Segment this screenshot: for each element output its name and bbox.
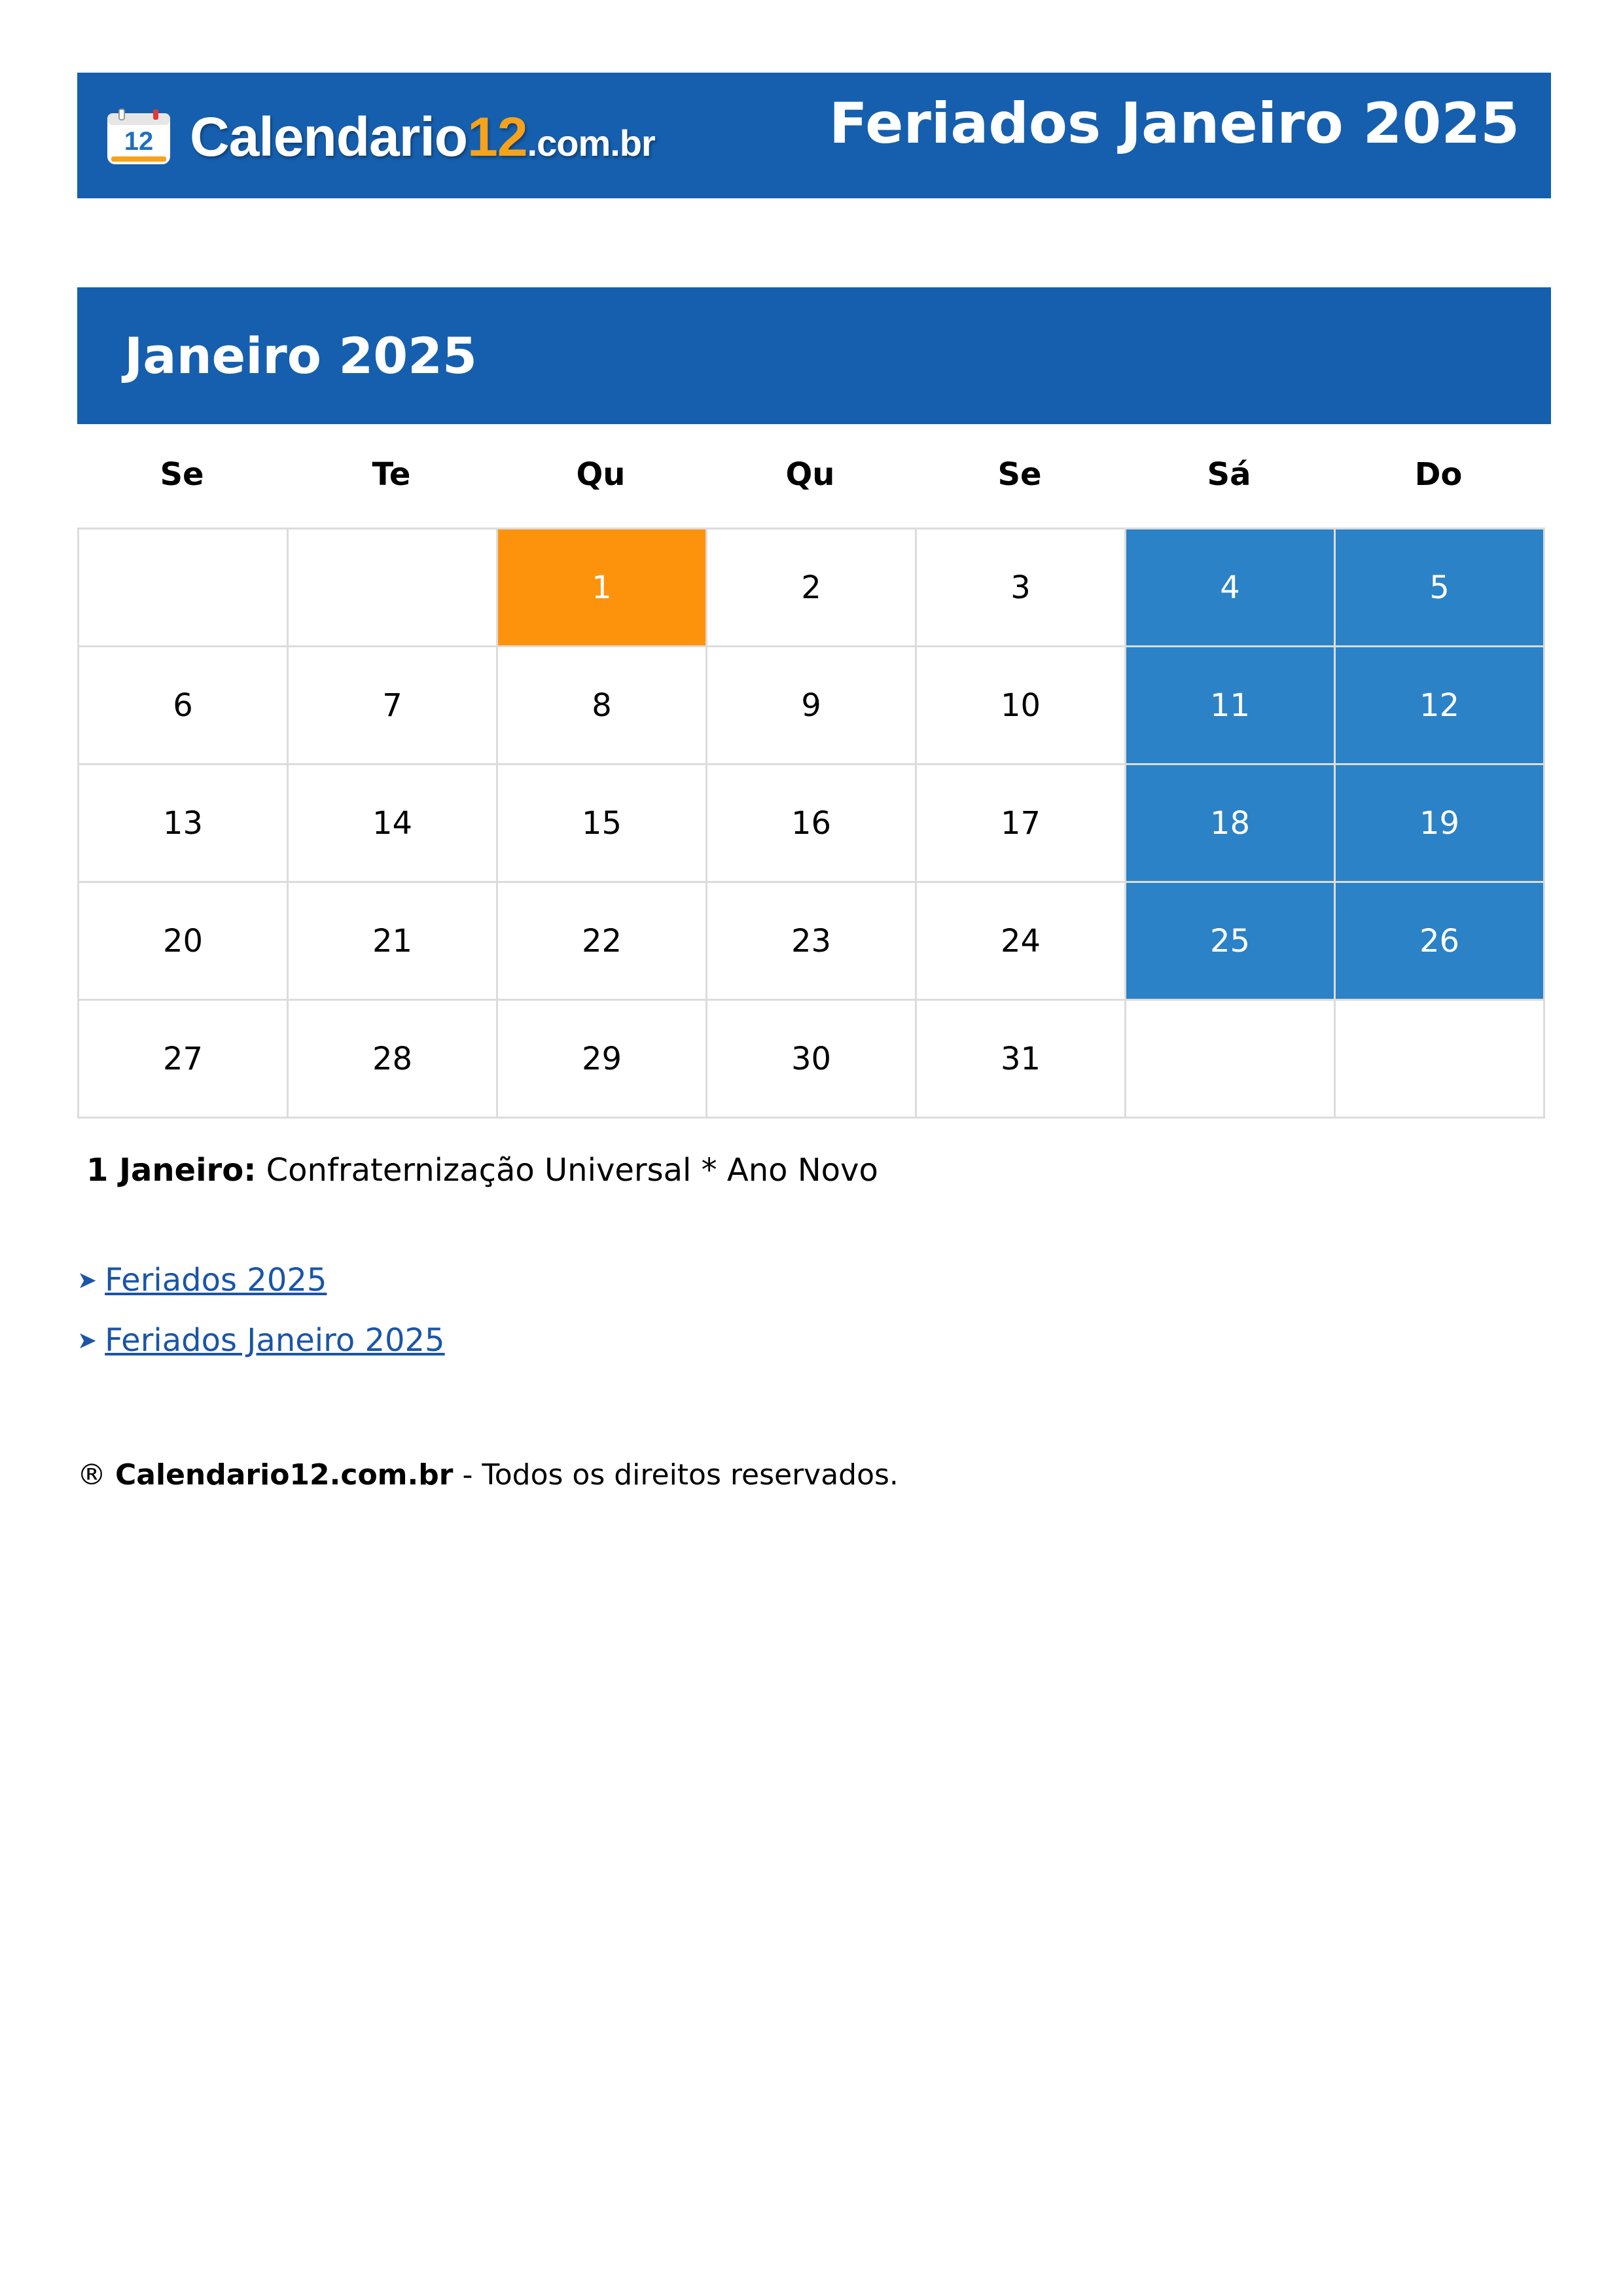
arrow-right-icon: ➤ [77, 1327, 98, 1354]
arrow-right-icon: ➤ [77, 1266, 98, 1294]
day-cell: 22 [498, 883, 707, 1001]
day-cell: 7 [289, 647, 498, 765]
day-cell: 31 [917, 1001, 1126, 1119]
day-cell: 3 [917, 529, 1126, 647]
registered-symbol: ® [77, 1458, 106, 1492]
day-cell-weekend: 12 [1336, 647, 1545, 765]
day-cell-weekend: 18 [1126, 765, 1336, 883]
day-cell: 2 [707, 529, 917, 647]
day-cell: 24 [917, 883, 1126, 1001]
holiday-note [86, 1152, 878, 1189]
link-feriados-2025[interactable]: Feriados 2025 [105, 1262, 327, 1299]
logo-number: 12 [467, 106, 527, 168]
month-title: Janeiro 2025 [124, 327, 477, 385]
day-cell: 23 [707, 883, 917, 1001]
weekday-label: Sá [1207, 456, 1251, 493]
link-item [77, 1250, 445, 1310]
calendar-icon-number: 12 [124, 127, 154, 156]
logo-tld: .com.br [527, 122, 655, 164]
day-cell: 16 [707, 765, 917, 883]
day-cell: 13 [79, 765, 289, 883]
day-cell: 8 [498, 647, 707, 765]
weekday-label: Qu [576, 456, 626, 493]
holiday-name: Confraternização Universal * Ano Novo [266, 1152, 878, 1189]
footer-brand: Calendario12.com.br [115, 1458, 454, 1492]
day-cell-weekend: 5 [1336, 529, 1545, 647]
day-cell: 17 [917, 765, 1126, 883]
weekday-label: Qu [785, 456, 835, 493]
day-cell-weekend: 11 [1126, 647, 1336, 765]
logo-brand: Calendario [190, 106, 468, 168]
site-logo[interactable] [105, 105, 655, 168]
day-cell: 28 [289, 1001, 498, 1119]
day-cell-weekend: 26 [1336, 883, 1545, 1001]
month-header [77, 287, 1551, 424]
footer [77, 1458, 899, 1492]
calendar-icon [105, 108, 173, 166]
day-cell [1126, 1001, 1336, 1119]
weekday-label: Se [997, 456, 1042, 493]
day-cell: 14 [289, 765, 498, 883]
calendar-grid [77, 528, 1545, 1119]
link-feriados-janeiro-2025[interactable]: Feriados Janeiro 2025 [105, 1322, 445, 1359]
day-cell: 21 [289, 883, 498, 1001]
weekday-label: Se [160, 456, 204, 493]
logo-text [190, 106, 655, 168]
day-cell-weekend: 19 [1336, 765, 1545, 883]
day-cell-weekend: 25 [1126, 883, 1336, 1001]
top-banner [77, 73, 1551, 198]
footer-text: - Todos os direitos reservados. [462, 1458, 899, 1492]
day-cell: 27 [79, 1001, 289, 1119]
weekday-label: Te [372, 456, 411, 493]
day-cell: 9 [707, 647, 917, 765]
weekday-row [77, 452, 1543, 497]
day-cell: 20 [79, 883, 289, 1001]
day-cell: 15 [498, 765, 707, 883]
link-item [77, 1310, 445, 1371]
day-cell [79, 529, 289, 647]
weekday-label: Do [1414, 456, 1463, 493]
day-cell: 10 [917, 647, 1126, 765]
holiday-date: 1 Janeiro: [86, 1152, 257, 1189]
related-links [77, 1250, 445, 1371]
day-cell [1336, 1001, 1545, 1119]
day-cell [289, 529, 498, 647]
day-cell-holiday: 1 [498, 529, 707, 647]
day-cell: 6 [79, 647, 289, 765]
page-title: Feriados Janeiro 2025 [829, 91, 1520, 156]
day-cell: 30 [707, 1001, 917, 1119]
day-cell-weekend: 4 [1126, 529, 1336, 647]
day-cell: 29 [498, 1001, 707, 1119]
